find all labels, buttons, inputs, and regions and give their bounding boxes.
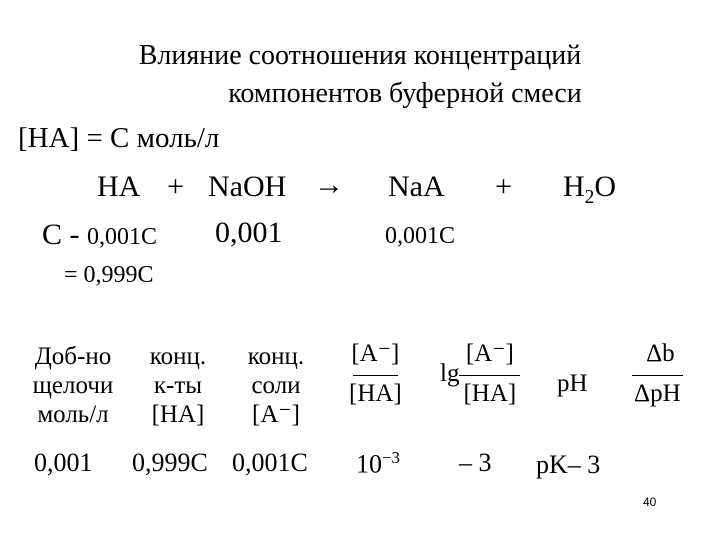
header-buffer-capacity (630, 340, 685, 409)
water-h: H (563, 170, 585, 203)
water-subscript: 2 (584, 187, 595, 208)
reactant-ha: HA (97, 170, 141, 203)
salt-amount: 0,001C (385, 223, 456, 249)
header-added-line1: Доб-но (34, 343, 112, 370)
log-numerator: [A⁻] (465, 340, 514, 367)
header-added-line2: щелочи (32, 371, 114, 399)
cell-added-alkali: 0,001 (34, 448, 93, 477)
acid-amount (42, 220, 157, 250)
acid-amount-rest: 0,001C (87, 224, 158, 250)
header-salt-conc (236, 343, 316, 429)
reaction-arrow-icon: → (314, 168, 344, 201)
acid-amount-result: = 0,999C (64, 262, 154, 288)
cell-ph: pK– 3 (536, 450, 601, 479)
ratio-fraction-bar (353, 375, 398, 376)
buffer-fraction-bar (632, 375, 683, 376)
log-denominator: [HA] (463, 379, 517, 407)
header-salt-line1: конц. (247, 343, 305, 370)
slide-title-line1: Влияние соотношения концентраций (138, 40, 582, 71)
ratio-numerator: [A⁻] (351, 340, 400, 367)
slide-title-line2: компонентов буферной смеси (228, 78, 582, 109)
header-added-alkali (28, 343, 118, 429)
plus-sign-1: + (167, 170, 184, 203)
cell-salt-conc: 0,001C (232, 448, 308, 477)
header-log-ratio (440, 340, 520, 409)
product-water (563, 172, 616, 208)
acid-amount-c: C - (42, 218, 87, 251)
header-added-line3: моль/л (37, 400, 109, 428)
ratio-exponent: −3 (382, 448, 400, 467)
delta-ph: ΔpH (634, 379, 681, 407)
header-ph: pH (557, 370, 588, 397)
product-naa: NaA (388, 170, 445, 203)
cell-ratio (356, 450, 400, 478)
water-o: O (594, 170, 617, 203)
plus-sign-2: + (495, 170, 512, 203)
ratio-denominator: [HA] (349, 379, 402, 407)
base-amount: 0,001 (215, 216, 283, 249)
concentration-definition: [HA] = C моль/л (18, 122, 220, 154)
log-prefix: lg (440, 359, 460, 387)
cell-acid-conc: 0,999C (132, 448, 208, 477)
header-acid-line1: конц. (149, 343, 207, 370)
log-fraction-bar (459, 375, 520, 376)
reactant-naoh: NaOH (208, 170, 287, 203)
header-acid-line3: [HA] (151, 400, 205, 428)
header-acid-line2: к-ты (153, 371, 203, 399)
header-salt-line2: соли (251, 371, 301, 399)
ratio-base: 10 (356, 449, 382, 479)
header-acid-conc (138, 343, 218, 429)
delta-b: Δb (646, 340, 675, 367)
cell-log-ratio: – 3 (459, 448, 492, 477)
page-number: 40 (643, 495, 657, 509)
header-ratio (345, 340, 406, 409)
header-salt-line3: [A⁻] (252, 400, 300, 428)
